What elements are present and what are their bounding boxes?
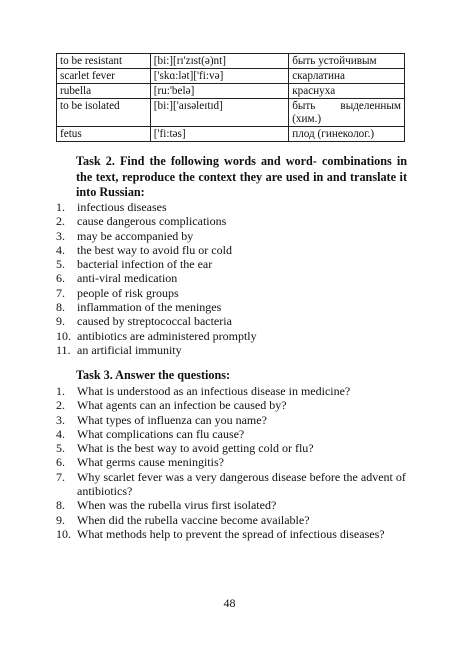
item-text: people of risk groups xyxy=(77,285,179,300)
task2-list xyxy=(56,200,408,357)
item-text: What complications can flu cause? xyxy=(77,426,245,441)
list-item xyxy=(56,200,408,214)
transcription-cell: ['skɑ:lət]['fi:və] xyxy=(150,69,288,84)
item-text: an artificial immunity xyxy=(77,342,182,357)
item-text: may be accompanied by xyxy=(77,228,194,243)
item-text: What methods help to prevent the spread of infectious diseases? xyxy=(77,526,385,541)
term-cell: rubella xyxy=(57,84,151,99)
list-item xyxy=(56,314,408,328)
item-text: infectious diseases xyxy=(77,200,167,214)
item-text: caused by streptococcal bacteria xyxy=(77,314,232,329)
item-number: 6. xyxy=(56,271,65,286)
item-number: 2. xyxy=(56,398,65,413)
item-number: 5. xyxy=(56,441,65,456)
list-item xyxy=(56,427,408,441)
transcription-cell: [ru:'belə] xyxy=(150,84,288,99)
list-item xyxy=(56,441,408,455)
item-text: What agents can an infection be caused by? xyxy=(77,398,287,413)
term-cell: fetus xyxy=(57,127,151,142)
item-number: 3. xyxy=(56,412,65,427)
item-number: 10. xyxy=(56,328,71,343)
item-text: What germs cause meningitis? xyxy=(77,455,224,470)
translation-cell: скарлатина xyxy=(289,69,405,84)
item-text: What is the best way to avoid getting cold or flu? xyxy=(77,441,314,456)
item-text: What is understood as an infectious disease in medicine? xyxy=(77,384,351,398)
list-item xyxy=(56,300,408,314)
table-row xyxy=(57,84,405,99)
vocabulary-table xyxy=(56,53,405,142)
item-number: 8. xyxy=(56,300,65,315)
table-row xyxy=(57,69,405,84)
translation-note: (хим.) xyxy=(292,113,322,125)
item-number: 9. xyxy=(56,512,65,527)
list-item xyxy=(56,286,408,300)
item-number: 11. xyxy=(56,342,71,357)
item-text: bacterial infection of the ear xyxy=(77,257,213,272)
list-item xyxy=(56,455,408,469)
item-number: 3. xyxy=(56,228,65,243)
item-text: anti-viral medication xyxy=(77,271,178,286)
list-item xyxy=(56,329,408,343)
item-number: 7. xyxy=(56,285,65,300)
item-number: 1. xyxy=(56,384,65,398)
list-item xyxy=(56,470,408,499)
list-item xyxy=(56,271,408,285)
table-row xyxy=(57,127,405,142)
item-number: 10. xyxy=(56,526,71,541)
term-cell: to be isolated xyxy=(57,99,151,127)
task3-list xyxy=(56,384,408,541)
table-row xyxy=(57,99,405,127)
translation-cell: быть устойчивым xyxy=(289,54,405,69)
term-cell: scarlet fever xyxy=(57,69,151,84)
transcription-cell: [bi:][rɪ'zɪst(ə)nt] xyxy=(150,54,288,69)
item-number: 1. xyxy=(56,200,65,214)
item-text: When did the rubella vaccine become available? xyxy=(77,512,310,527)
translation-cell xyxy=(289,99,405,127)
item-text: cause dangerous complications xyxy=(77,214,227,229)
item-number: 5. xyxy=(56,257,65,272)
item-number: 9. xyxy=(56,314,65,329)
task3-heading: Task 3. Answer the questions: xyxy=(76,368,231,382)
item-text: What types of influenza can you name? xyxy=(77,412,267,427)
list-item xyxy=(56,398,408,412)
table-row xyxy=(57,54,405,69)
list-item xyxy=(56,343,408,357)
item-text: Why scarlet fever was a very dangerous disease before the advent of antibiotics? xyxy=(77,469,406,499)
translation-cell: плод (гинеколог.) xyxy=(289,127,405,142)
item-number: 4. xyxy=(56,242,65,257)
list-item xyxy=(56,527,408,541)
item-text: the best way to avoid flu or cold xyxy=(77,242,232,257)
list-item xyxy=(56,498,408,512)
task2-heading: Task 2. Find the following words and word- combinations in the text, reproduce the context they are used in and translate it into Russian: xyxy=(76,154,407,199)
item-number: 4. xyxy=(56,426,65,441)
transcription-cell: ['fi:təs] xyxy=(150,127,288,142)
item-number: 6. xyxy=(56,455,65,470)
item-number: 7. xyxy=(56,469,65,484)
item-text: When was the rubella virus first isolated? xyxy=(77,498,277,513)
translation-word: быть xyxy=(292,100,316,112)
list-item xyxy=(56,413,408,427)
term-cell: to be resistant xyxy=(57,54,151,69)
list-item xyxy=(56,214,408,228)
item-text: inflammation of the meninges xyxy=(77,300,222,315)
item-number: 2. xyxy=(56,214,65,229)
transcription-cell: [bi:]['aɪsəleɪtɪd] xyxy=(150,99,288,127)
list-item xyxy=(56,513,408,527)
list-item xyxy=(56,229,408,243)
item-text: antibiotics are administered promptly xyxy=(77,328,257,343)
translation-cell: краснуха xyxy=(289,84,405,99)
item-number: 8. xyxy=(56,498,65,513)
list-item xyxy=(56,384,408,398)
translation-word: выделенным xyxy=(340,100,401,112)
list-item xyxy=(56,243,408,257)
list-item xyxy=(56,257,408,271)
page-number: 48 xyxy=(223,596,236,610)
